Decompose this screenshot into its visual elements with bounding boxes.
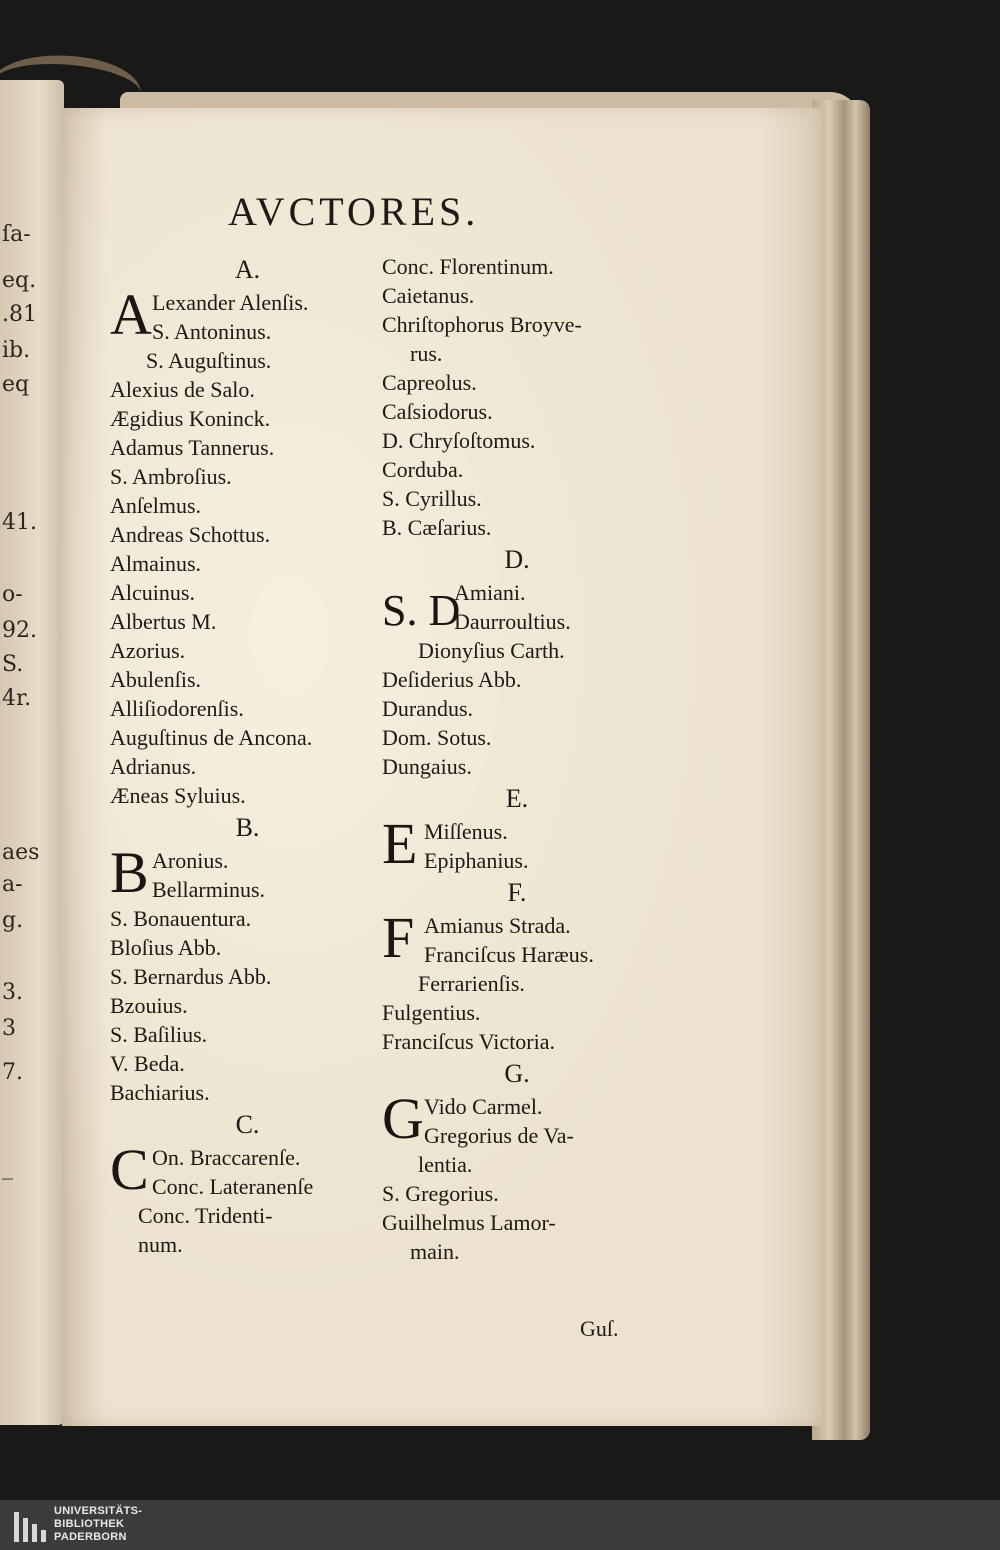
author-entry: Franciſcus Victoria. [382,1029,556,1054]
author-entry: Anſelmus. [110,493,202,518]
previous-page-fragment: ib. [2,338,31,363]
previous-page-fragment: 41. [2,510,37,535]
author-entry: Adrianus. [110,754,197,779]
author-entry: Durandus. [382,696,474,721]
catchword: Guſ. [580,1316,619,1341]
section-letter: A. [234,255,261,284]
previous-page-fragment: ſa- [2,222,31,247]
section-letter: C. [235,1110,260,1139]
author-entry: On. Braccarenſe. [152,1145,301,1170]
library-logo-icon [14,1512,46,1542]
author-entry: rus. [410,341,443,366]
author-entry: S. Ambroſius. [110,464,232,489]
author-entry: S. Antoninus. [152,319,272,344]
author-section [110,810,385,1107]
author-entry: Fulgentius. [382,1000,481,1025]
author-entry: Caſsiodorus. [382,399,493,424]
author-entry: B. Cæſarius. [382,515,492,540]
author-entry: S. Bonauentura. [110,906,252,931]
author-entry: Caietanus. [382,283,475,308]
author-entry: Albertus M. [110,609,217,634]
dropcap-letter: F [382,905,415,970]
previous-page-fragment: 7. [2,1060,23,1085]
author-entry: Miſſenus. [424,819,508,844]
library-name [54,1505,142,1544]
left-column [110,252,385,1259]
author-entry: Auguſtinus de Ancona. [110,725,313,750]
author-entry: Corduba. [382,457,464,482]
author-entry: S. Cyrillus. [382,486,482,511]
author-entry: S. Bernardus Abb. [110,964,272,989]
author-section [110,252,385,810]
library-name-line1: UNIVERSITÄTS- [54,1505,143,1517]
previous-page-fragment: S. [2,652,24,677]
author-entry: Conc. Florentinum. [382,254,554,279]
author-entry: Adamus Tannerus. [110,435,275,460]
author-entry: Conc. Lateranenſe [152,1174,314,1199]
dropcap-entry [110,840,385,905]
author-entry: Dungaius. [382,754,472,779]
dropcap-entry [382,905,652,970]
previous-page-fragment: _ [2,1155,13,1180]
author-entry: Ferrarienſis. [418,971,525,996]
previous-page-text [0,80,64,1425]
author-entry: Andreas Schottus. [110,522,271,547]
dropcap-letter: B [110,840,149,905]
page-heading: AVCTORES. [228,189,480,234]
previous-page-strip [0,80,64,1425]
author-entry: Alexius de Salo. [110,377,255,402]
author-entry: Chriſtophorus Broyve- [382,312,582,337]
previous-page-fragment: g. [2,908,24,933]
previous-page-fragment: a- [2,872,23,897]
author-entry: Abulenſis. [110,667,202,692]
author-entry: Bzouius. [110,993,188,1018]
library-footer [0,1500,1000,1550]
library-name-line3: PADERBORN [54,1531,127,1543]
author-section [382,542,652,781]
author-entry: Guilhelmus Lamor- [382,1210,556,1235]
author-entry: Amianus Strada. [424,913,571,938]
dropcap-letter: G [382,1086,424,1151]
author-section [382,875,652,1056]
previous-page-fragment: o- [2,582,23,607]
author-entry: Almainus. [110,551,202,576]
previous-page-fragment: eq [2,372,30,397]
previous-page-fragment: 3. [2,980,23,1005]
author-section [382,781,652,875]
author-entry: Ægidius Koninck. [110,406,271,431]
author-entry: S. Auguſtinus. [146,348,272,373]
dropcap-entry [110,282,385,347]
author-entry: lentia. [418,1152,473,1177]
author-entry: Bloſius Abb. [110,935,222,960]
author-entry: Æneas Syluius. [110,783,246,808]
author-entry: Dionyſius Carth. [418,638,565,663]
author-entry: Alliſiodorenſis. [110,696,244,721]
dropcap-entry [110,1137,385,1202]
author-entry: Azorius. [110,638,186,663]
previous-page-fragment: 4r. [2,686,32,711]
section-letter: E. [505,784,529,813]
author-entry: Lexander Alenſis. [152,290,309,315]
dropcap-letter: C [110,1137,149,1202]
author-entry: Epiphanius. [424,848,529,873]
previous-page-fragment: 3 [2,1016,16,1041]
dropcap-letter: S. D [382,586,461,635]
author-entry: S. Baſilius. [110,1022,208,1047]
author-entry: Vido Carmel. [424,1094,543,1119]
author-entry: Bachiarius. [110,1080,210,1105]
dropcap-entry [382,811,652,876]
library-name-line2: BIBLIOTHEK [54,1518,125,1530]
author-entry: num. [138,1232,183,1257]
author-entry: Amiani. [454,580,526,605]
dropcap-entry [382,578,652,636]
right-column [382,252,652,1266]
author-entry: Dom. Sotus. [382,725,492,750]
previous-page-fragment: .81 [2,302,37,327]
previous-page-fragment: 92. [2,618,37,643]
previous-page-fragment: eq. [2,268,37,293]
section-letter: D. [504,545,530,574]
dropcap-letter: E [382,811,418,876]
section-letter: B. [235,813,260,842]
author-entry: Bellarminus. [152,877,266,902]
author-section [110,1107,385,1259]
author-section [382,1056,652,1266]
author-entry: S. Gregorius. [382,1181,499,1206]
previous-page-fragment: aes [2,840,40,865]
dropcap-letter: A [110,282,152,347]
section-letter: F. [507,878,527,907]
author-entry: V. Beda. [110,1051,185,1076]
author-entry: Alcuinus. [110,580,195,605]
section-letter: G. [504,1059,530,1088]
author-section [382,252,652,542]
author-entry: Gregorius de Va- [424,1123,574,1148]
author-entry: Daurroultius. [454,609,571,634]
author-entry: Conc. Tridenti- [138,1203,273,1228]
author-entry: Capreolus. [382,370,477,395]
author-entry: Deſiderius Abb. [382,667,522,692]
author-entry: D. Chryſoſtomus. [382,428,536,453]
author-entry: Aronius. [152,848,229,873]
author-entry: main. [410,1239,460,1264]
author-entry: Franciſcus Haræus. [424,942,594,967]
dropcap-entry [382,1086,652,1151]
